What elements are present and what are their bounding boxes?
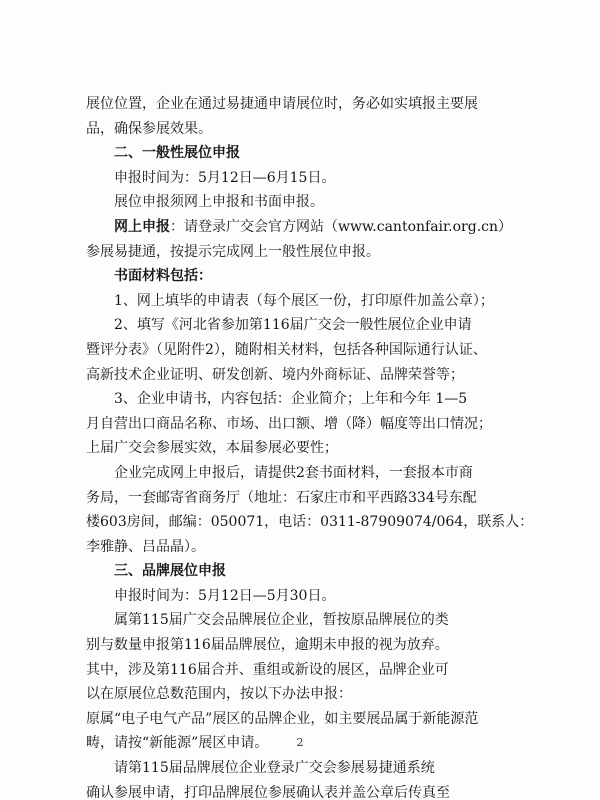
body-line: 展位位置，企业在通过易捷通申请展位时，务必如实填报主要展	[86, 96, 478, 112]
body-line: 月自营出口商品名称、市场、出口额、增（降）幅度等出口情况；	[86, 415, 492, 432]
body-line: 请第115届品牌展位企业登录广交会参展易捷通系统	[114, 760, 435, 777]
body-line: 高新技术企业证明、研发创新、境内外商标证、品牌荣誉等；	[86, 366, 464, 383]
body-line: 品，确保参展效果。	[86, 120, 212, 137]
list-item: 1、网上填毕的申请表（每个展区一份，打印原件加盖公章）；	[114, 292, 494, 309]
online-application-label: 网上申报	[114, 218, 170, 235]
page-number: 2	[296, 736, 304, 749]
body-line: 申报时间为：5月12日—6月15日。	[114, 169, 336, 186]
body-line: 李雅静、吕品晶）。	[86, 538, 205, 555]
body-line: 原属“电子电气产品”展区的品牌企业，如主要展品属于新能源范	[86, 710, 479, 727]
written-materials-heading: 书面材料包括：	[114, 268, 212, 285]
body-line: 上届广交会参展实效，本届参展必要性；	[86, 440, 338, 457]
body-line: 畴，请按“新能源”展区申请。	[86, 735, 269, 752]
body-line: 参展易捷通，按提示完成网上一般性展位申报。	[86, 243, 380, 260]
body-line: 企业完成网上申报后，请提供2套书面材料，一套报本市商	[114, 464, 473, 481]
body-line: 确认参展申请，打印品牌展位参展确认表并盖公章后传真至	[86, 784, 450, 800]
body-line: 属第115届广交会品牌展位企业，暂按原品牌展位的类	[114, 612, 449, 629]
body-line: 申报时间为：5月12日—5月30日。	[114, 587, 336, 604]
section-heading-brand-booth: 三、品牌展位申报	[114, 563, 226, 580]
body-line: 暨评分表》（见附件2），随附相关材料，包括各种国际通行认证、	[86, 341, 487, 358]
body-line: 别与数量申报第116届品牌展位，逾期未申报的视为放弃。	[86, 637, 449, 654]
body-line: 展位申报须网上申报和书面申报。	[114, 194, 324, 211]
body-line: 以在原展位总数范围内，按以下办法申报：	[86, 686, 352, 703]
list-item: 3、企业申请书，内容包括：企业简介；上年和今年 1—5	[114, 391, 468, 408]
body-line: 其中，涉及第116届合并、重组或新设的展区，品牌企业可	[86, 661, 449, 678]
list-item: 2、填写《河北省参加第116届广交会一般性展位企业申请	[114, 317, 472, 334]
body-line: 务局，一套邮寄省商务厅（地址：石家庄市和平西路334号东配	[86, 489, 477, 506]
document-body	[86, 92, 536, 800]
section-heading-general-booth: 二、一般性展位申报	[114, 145, 240, 162]
body-line: 楼603房间，邮编：050071，电话：0311-87909074/064，联系人：	[86, 514, 534, 531]
online-application-text: ：请登录广交会官方网站（www.cantonfair.org.cn）	[170, 218, 513, 235]
online-application-line	[86, 215, 536, 240]
